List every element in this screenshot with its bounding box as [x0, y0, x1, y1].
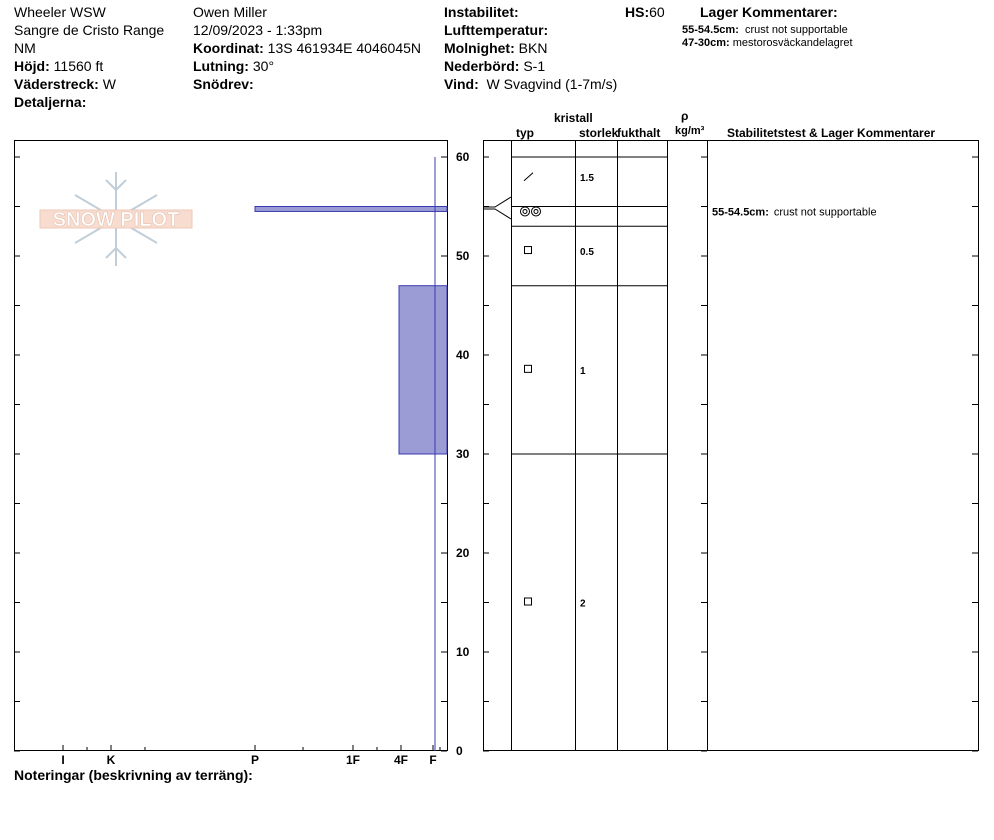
layer-comment-1-text: crust not supportable	[745, 24, 848, 36]
aspect-label: Väderstreck:	[14, 76, 99, 92]
moisture-header: fukthalt	[617, 126, 661, 140]
layer-comment-1-depth: 55-54.5cm:	[682, 24, 739, 36]
hardness-tick-label: 1F	[345, 753, 361, 767]
hardness-panel	[15, 141, 448, 751]
depth-tick-label: 30	[456, 447, 470, 461]
layer-comment-2-depth: 47-30cm:	[682, 37, 730, 49]
stability-comment	[712, 206, 877, 218]
density-unit-header: kg/m³	[675, 125, 705, 137]
depth-tick-label: 50	[456, 249, 470, 263]
crystal-size-label: 1.5	[580, 172, 594, 184]
layer-panel	[484, 141, 979, 751]
observer: Owen Miller	[193, 4, 267, 20]
layer-connector	[483, 197, 511, 207]
depth-tick-label: 60	[456, 150, 470, 164]
precip-label: Nederbörd:	[444, 58, 520, 74]
coordinate-label: Koordinat:	[193, 40, 264, 56]
stability-comment-depth: 55-54.5cm:	[712, 206, 769, 219]
decomposing-crystal-icon	[524, 173, 533, 181]
faceted-crystal-icon	[525, 365, 532, 372]
sky-value: BKN	[518, 40, 548, 56]
faceted-crystal-icon	[525, 247, 532, 254]
hardness-tick-label: P	[250, 753, 260, 767]
hs-value: 60	[649, 4, 665, 20]
crystal-size-label: 1	[580, 365, 586, 377]
depth-tick-label: 20	[456, 546, 470, 560]
hs-label: HS:	[625, 4, 650, 20]
chart-marks	[61, 150, 876, 767]
hardness-tick-label: F	[429, 753, 437, 767]
sky-label: Molnighet:	[444, 40, 515, 56]
wind-value: W Svagvind (1-7m/s)	[486, 76, 618, 92]
aspect-value: W	[102, 76, 116, 92]
logo-text: SNOW PILOT	[52, 209, 180, 231]
datetime: 12/09/2023 - 1:33pm	[193, 22, 323, 38]
layer-comment-2-text: mestorosväckandelagret	[732, 37, 853, 49]
range-name: Sangre de Cristo Range	[14, 22, 165, 38]
snowpilot-logo	[40, 172, 192, 266]
type-header: typ	[516, 126, 534, 140]
size-header: storlek	[579, 126, 619, 140]
state-name: NM	[14, 40, 36, 56]
coordinate-value: 13S 461934E 4046045N	[267, 40, 422, 56]
hardness-bar-1	[255, 207, 447, 212]
elevation-label: Höjd:	[14, 58, 50, 74]
depth-tick-label: 0	[456, 744, 463, 758]
layer-comments-title: Lager Kommentarer:	[700, 4, 838, 20]
instability-label: Instabilitet:	[444, 4, 519, 20]
wind-label: Vind:	[444, 76, 479, 92]
crystal-size-label: 0.5	[580, 247, 594, 259]
chart-frame	[14, 140, 979, 751]
hardness-tick-label: 4F	[393, 753, 409, 767]
crystal-header: kristall	[554, 111, 593, 125]
melt-freeze-ring	[523, 209, 527, 213]
crystal-size-label: 2	[580, 598, 586, 610]
location-name: Wheeler WSW	[14, 4, 106, 20]
notes-label: Noteringar (beskrivning av terräng):	[14, 767, 253, 783]
depth-tick-label: 10	[456, 645, 470, 659]
airtemp-label: Lufttemperatur:	[444, 22, 549, 38]
melt-freeze-ring	[534, 209, 538, 213]
hardness-tick-label: K	[106, 753, 116, 767]
melt-freeze-ring	[521, 207, 530, 216]
slope-value: 30°	[252, 58, 275, 74]
slope-label: Lutning:	[193, 58, 249, 74]
hardness-tick-label: I	[61, 753, 65, 767]
drift-label: Snödrev:	[193, 76, 254, 92]
rho-header: ρ	[681, 109, 689, 123]
details-label: Detaljerna:	[14, 94, 87, 110]
stability-comment-text: crust not supportable	[773, 206, 877, 219]
stability-header: Stabilitetstest & Lager Kommentarer	[727, 126, 936, 140]
depth-tick-label: 40	[456, 348, 470, 362]
faceted-crystal-icon	[525, 598, 532, 605]
melt-freeze-ring	[532, 207, 541, 216]
hardness-bar-3	[399, 286, 447, 454]
elevation-value: 11560 ft	[53, 58, 104, 74]
precip-value: S-1	[523, 58, 546, 74]
melt-freeze-crystal-icon	[521, 207, 541, 216]
layer-connector	[483, 209, 511, 219]
